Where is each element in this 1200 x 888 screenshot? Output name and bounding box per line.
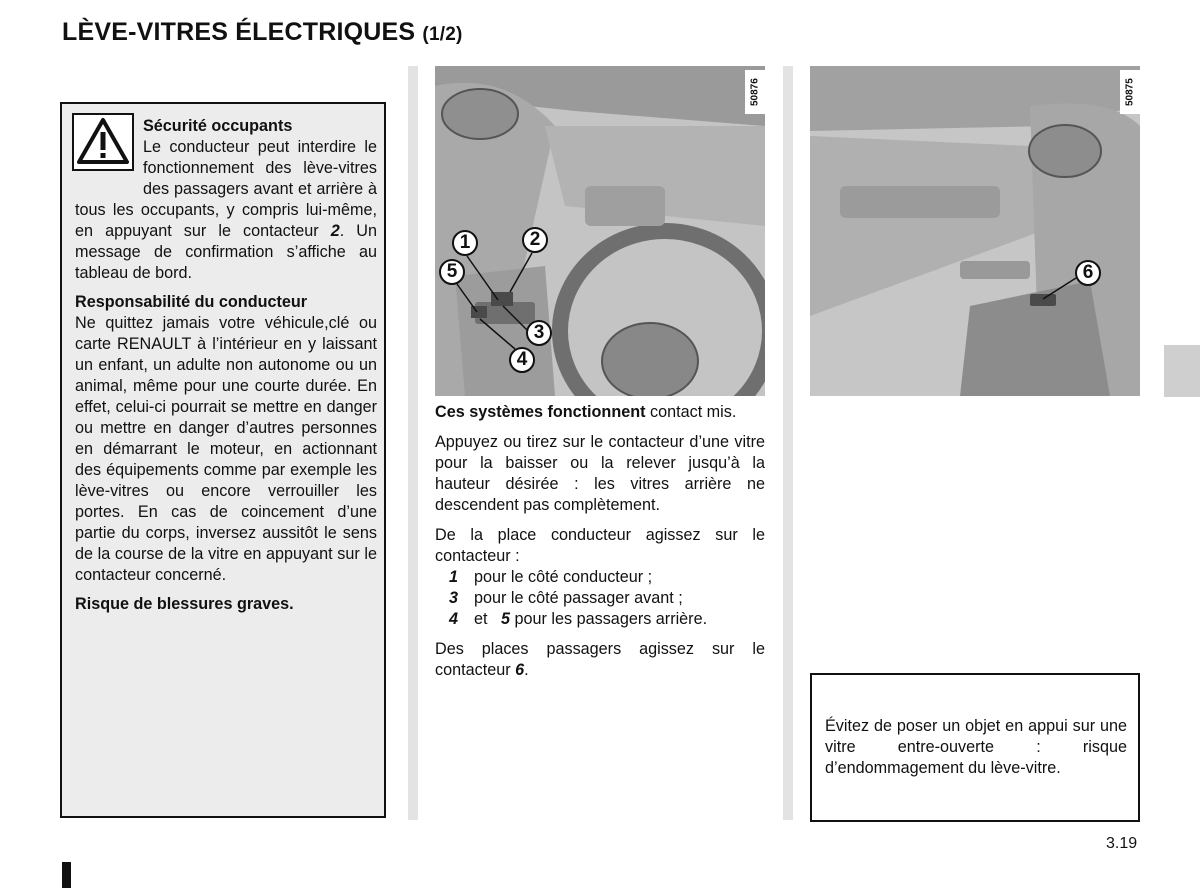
instructions-text [435,402,765,690]
note-box [810,673,1140,822]
instructions-paragraph-4: Des places passagers agissez sur le contacteur 6. [435,640,765,679]
list-item: 4 et 5 pour les passagers arrière. [449,610,708,628]
warning-closing: Risque de blessures graves. [75,595,294,613]
warning-heading-responsibility: Responsabilité du conducteur [75,293,308,311]
column-gutter-left [408,66,418,820]
callout-leader-lines [435,66,765,396]
list-item: 3 pour le côté passager avant ; [449,589,683,607]
warning-paragraph-1: Le conducteur peut interdire le fonctionnement des lève-vitres des passagers avant et arrière à tous les occupants, y compris lui-même, en appuyant sur le contacteur 2. Un message de confirmation s’affiche au tableau de bord. [75,138,377,282]
callout-1: 1 [452,230,478,256]
callout-6: 6 [1075,260,1101,286]
page-title [62,18,463,47]
callout-leader-lines [810,66,1140,396]
instructions-paragraph-1: Ces systèmes fonctionnent contact mis. [435,403,737,421]
callout-2: 2 [522,227,548,253]
page-title-text: LÈVE-VITRES ÉLECTRIQUES [62,18,416,46]
figure-passenger-side [810,66,1140,396]
callout-4: 4 [509,347,535,373]
warning-box [60,102,386,818]
callout-5: 5 [439,259,465,285]
warning-heading-safety: Sécurité occupants [143,117,293,135]
page-corner-mark [62,862,71,888]
note-text: Évitez de poser un objet en appui sur une vitre entre-ouverte : risque d’endommagement du lève-vitre. [825,717,1127,777]
list-item: 1 pour le côté conducteur ; [449,568,653,586]
chapter-tab [1164,345,1200,397]
instructions-paragraph-3: De la place conducteur agissez sur le contacteur : 1 pour le côté conducteur ; 3 pour le côté passager avant ; 4 et 5 pour les passagers arrière. [435,526,765,628]
page-number: 3.19 [1106,835,1138,852]
figure-reference-number: 50876 [745,70,765,114]
column-gutter-right [783,66,793,820]
page-title-part: (1/2) [422,24,463,45]
warning-text [75,116,377,623]
figure-reference-number: 50875 [1120,70,1140,114]
callout-3: 3 [526,320,552,346]
warning-paragraph-2: Ne quittez jamais votre véhicule,clé ou carte RENAULT à l’intérieur en y laissant un enfant, un adulte non autonome ou un animal, même pour une courte durée. En effet, celui-ci pourrait se mettre en danger ou mettre en danger d’autres personnes en démarrant le moteur, en actionnant des équipements comme par exemple les lève-vitres ou encore verrouiller les portes. En cas de coincement d’une partie du corps, inversez aussitôt le sens de la course de la vitre en appuyant sur le contacteur concerné. [75,314,377,584]
instructions-paragraph-2: Appuyez ou tirez sur le contacteur d’une vitre pour la baisser ou la relever jusqu’à la hauteur désirée : les vitres arrière ne descendent pas complètement. [435,433,765,514]
figure-driver-cockpit [435,66,765,396]
